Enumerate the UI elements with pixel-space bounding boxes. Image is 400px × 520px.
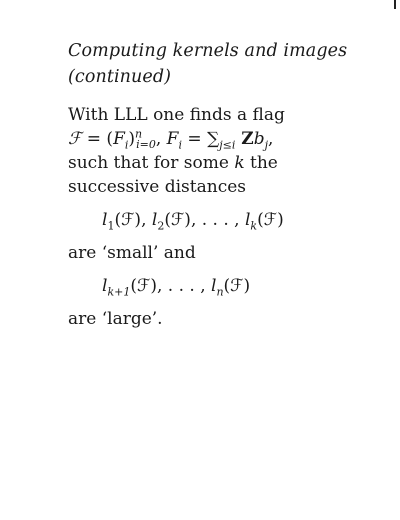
lk1-arg: (ℱ), . . . , — [130, 276, 211, 296]
l2: l — [151, 210, 158, 230]
display-large-distances — [68, 274, 368, 298]
slide-title — [68, 38, 368, 90]
integers-Z: Z — [235, 129, 254, 149]
title-line-1: Computing kernels and images — [68, 41, 348, 61]
ln-arg: (ℱ) — [223, 276, 251, 296]
sub-i0: i=0 — [136, 138, 156, 152]
condition-text-end: the — [244, 153, 278, 173]
lk1: l — [102, 276, 108, 296]
successive-distances-line: successive distances — [68, 177, 246, 197]
small-line: are ‘small’ and — [68, 243, 196, 263]
lk-sub: k — [250, 219, 258, 233]
display-small-distances — [68, 208, 368, 232]
sub-i: i — [124, 138, 129, 152]
var-k: k — [234, 153, 245, 173]
lk1-sub: k+1 — [107, 285, 131, 299]
comma: , — [155, 129, 167, 149]
condition-text: such that for some — [68, 153, 235, 173]
l1-arg: (ℱ), — [114, 210, 152, 230]
var-b: b — [253, 129, 265, 149]
sub-j: j — [264, 138, 268, 152]
var-F-2: F — [166, 129, 179, 149]
condition-line — [68, 151, 368, 175]
title-line-2: (continued) — [68, 67, 172, 87]
intro-line: With LLL one finds a flag — [68, 105, 285, 125]
l2-sub: 2 — [157, 219, 165, 233]
equals: = — [182, 129, 208, 149]
equals-paren: = ( — [81, 129, 114, 149]
var-F: F — [113, 129, 125, 149]
sub-i-2: i — [178, 138, 182, 152]
l1-sub: 1 — [107, 219, 115, 233]
ln: l — [211, 276, 217, 296]
ln-sub: n — [216, 285, 224, 299]
l1: l — [102, 210, 108, 230]
trailing-comma: , — [268, 129, 274, 149]
flag-symbol: ℱ — [68, 129, 82, 149]
sup-n: n — [135, 127, 143, 141]
close-paren: ) — [128, 129, 136, 149]
slide-body — [68, 103, 368, 331]
large-line: are ‘large’. — [68, 309, 163, 329]
lk: l — [244, 210, 251, 230]
sum-symbol: ∑ — [207, 129, 220, 149]
l2-arg: (ℱ), . . . , — [164, 210, 245, 230]
lk-arg: (ℱ) — [257, 210, 284, 230]
sum-subscript: j≤i — [219, 138, 236, 152]
edge-mark — [394, 0, 396, 9]
flag-definition — [68, 127, 368, 151]
